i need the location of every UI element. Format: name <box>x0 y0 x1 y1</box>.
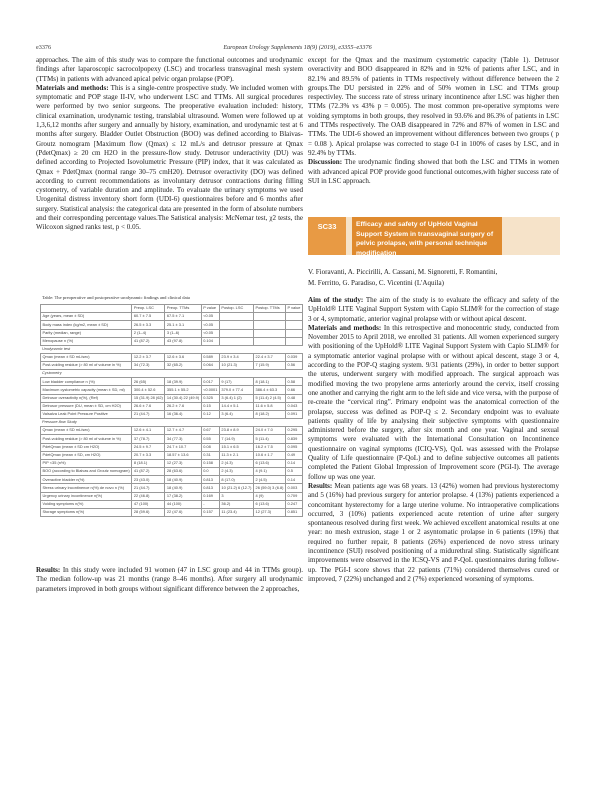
table-cell: 26.2 ± 7.6 <box>165 402 201 410</box>
table-cell: - <box>201 500 219 508</box>
table-cell: 0.839 <box>286 435 303 443</box>
table-row <box>41 492 303 500</box>
table-cell: 0.295 <box>286 427 303 435</box>
aim-label: Aim of the study: <box>308 296 364 304</box>
table-cell: 12 (27.3) <box>254 509 286 517</box>
table-cell: 0.589 <box>201 353 219 361</box>
table-cell <box>219 329 253 337</box>
table-header-row <box>41 305 303 313</box>
table-cell <box>286 329 303 337</box>
table-cell <box>286 313 303 321</box>
table-row <box>41 337 303 345</box>
table-cell: 0.31 <box>201 451 219 459</box>
table-cell: 14.4 ± 5.1 <box>219 402 253 410</box>
table-cell: 4 (9) <box>254 492 286 500</box>
table-cell: 0.12 <box>201 411 219 419</box>
table-cell <box>254 321 286 329</box>
table-cell <box>254 337 286 345</box>
results2-text: Mean patients age was 68 years. 13 (42%) women had previous hysterectomy and 5 (16%) had previous surgery for anterior prolapse. 4 (13%) patients experienced a concomitant hysterectomy for a large uterine volume. No intraoperative complications occurred, 3 (10%) patients experienced acute retention of urine after surgery spontaneous resolved during first week. We achieved excellent anatomical results at one year: no mesh extrusion, stage 1 or 2 asyntomatic prolapse in 6 patients (19%) that required no further repair, 8 patients (26%) experienced de novo stress urinary incontinence (SUI) resolved positioning of a midurethral sling. Statistically significant improvements were observed in the ICSQ-VS and P-QoL questionnaires during follow-up. The PGI-I score shows that 22 patients (71%) considered themselves cured or improved, 7 (22%) unchanged and 2 (7%) experienced worsening of symptoms. <box>308 481 559 583</box>
table-cell: 0.064 <box>201 362 219 370</box>
table-row <box>41 468 303 476</box>
table-header-cell: P value <box>286 305 303 313</box>
table-cell: 0.5 <box>286 468 303 476</box>
table-cell: 36.2) <box>219 500 253 508</box>
table-row <box>41 411 303 419</box>
table-cell: 47 (100) <box>132 500 165 508</box>
methods-text: This is a single-centre prospective study. We included women with symptomatic and POP stage II-IV, who underwent LSC and TTMs. All surgical procedures were performed by two senior surgeons. The preoperative evaluation included: history, clinical examination, urodynamic testing, translabial ultrasound. Women were followed up at 1,3,6,12 months after surgery and annually by history, examination, and urodynamic test at 6 months after surgery. Bladder Outlet Obstruction (BOO) was defined according to Blaivas-Groutz nomogram [Maximum flow (Qmax) ≤ 12 mL/s and detrusor pressure at Qmax (PdetQmax) ≥ 20 cm H2O in the pressure-flow study. Detrusor underactivity (DU) was defined according to Projected Isovolumetric Pressure (PIP) index, that it was calculated as Qmax + PdetQmax (normal range 30–75 cmH20). Detrusor overactivity (DO) was defined according to current recommendations as involuntary detrusor contractions during filling cystometry, of variable duration and amplitude. To evaluate the urinary symptoms we used Urogenital distress inventory short form (UDI-6) questionnaires before and 6 months after surgery. Statistical analysis: the categorical data are presented in the form of absolute numbers and their corresponding percentage values.The Satistical analysis: McNemar test, χ2 tests, the Wilcoxon signed ranks test, p < 0.05. <box>36 83 303 232</box>
table-cell: 0.813 <box>201 484 219 492</box>
table-cell: 15.1 ± 6.5 <box>219 443 253 451</box>
table-cell: 386.4 ± 63.3 <box>254 386 286 394</box>
table-cell <box>254 329 286 337</box>
aim-paragraph <box>308 296 559 324</box>
table-cell: Menopause n (%) <box>41 337 132 345</box>
table-cell: Qmax (mean ± SD mL/sec) <box>41 353 132 361</box>
table-cell: 0.58 <box>286 378 303 386</box>
table-cell: 12.2 ± 3.7 <box>132 353 165 361</box>
table-section-row <box>41 370 303 378</box>
table-cell: Detrusor pressure (DU, mean ± SD, cm H2O) <box>41 402 132 410</box>
table-cell: Post-voiding residue (> 80 ml of volume in %) <box>41 435 132 443</box>
table-cell: 21 (44.7) <box>132 411 165 419</box>
results-text: In this study were included 91 women (47 in LSC group and 44 in TTMs group). The median follow-up was 21 months (range 8–46 months). After surgery all urodynamic parameters improved in both groups without significant difference between the 2 approaches, <box>36 566 303 593</box>
table-cell <box>286 337 303 345</box>
table-cell: PdetQmax (mean ± SD, cm H2O) <box>41 451 132 459</box>
table-cell: 67.5 ± 7.1 <box>165 313 201 321</box>
table-cell: 10 (21.3) <box>219 362 253 370</box>
table-cell <box>254 313 286 321</box>
table-cell: 0.67 <box>201 427 219 435</box>
table-cell: 37 (78.7) <box>132 435 165 443</box>
table-cell: PdetQmax (mean ± SD cm H2O) <box>41 443 132 451</box>
table-section-row <box>41 345 303 353</box>
table-cell: 17 (38.2) <box>165 492 201 500</box>
table-cell: 43 (97.8) <box>165 337 201 345</box>
table-cell: 24.0 ± 7.0 <box>254 427 286 435</box>
table-row <box>41 435 303 443</box>
table-cell: 41 (87.2) <box>132 337 165 345</box>
table-cell: 3 <box>219 492 253 500</box>
table-cell: 18 (40.9) <box>165 484 201 492</box>
table-section-label: Cystometry <box>42 370 62 376</box>
urodynamic-table <box>40 304 303 517</box>
table-cell: 0.247 <box>286 500 303 508</box>
table-cell: 60.7 ± 7.5 <box>132 313 165 321</box>
table-cell: 3 (1–6) <box>165 329 201 337</box>
table-cell: 44 (100) <box>165 500 201 508</box>
table-header-cell: Preop. LSC <box>132 305 165 313</box>
table-cell: 11.3 ± 2.1 <box>219 451 253 459</box>
table-cell: Maximum cystometric capacity (mean ± SD, ml) <box>41 386 132 394</box>
table-cell: 22.4 ± 3.7 <box>254 353 286 361</box>
table-cell: 0.043 <box>286 402 303 410</box>
methods2-text: In this retrospective and monocentric study, conducted from November 2015 to April 2018, we enrolled 31 patients. All women experienced surgery with positioning of the UpHold® LITE Vaginal Support System with Capio SLIM® for a symptomatic anterior vaginal prolapse with or without apical descent, stage 3 or 4, according to the POP-Q staging system. 9/31 patients (29%), in order to better support the uterus, underwent surgery with modified approach. The surgical approach was modified moving the two propylene arms anteriorly around the cervix, itself crossing one another and carrying the right arm to the left side and vice versa, with the purpose of re-create the “cervical ring”. Primary endpoint was the anatomical correction of the prolapse, success was defined as POP-Q ≤ 2. Secondary endpoint was to evaluate patients quality of life by analysing their subjective symptoms with questionnaire administered before the surgery, after six month and one year. Vaginal and sexual symptoms were evaluated with the International Consultation on Incontinence questionnaire on vaginal symptoms (ICIQ-VS), QoL was assessed with the Prolapse Quality of Life questionnaire (P-QoL) and to define subjective outcomes all patients completed the Patient Global Impression of Improvement score (PGI-I). The average follow up was one year. <box>308 323 559 481</box>
table-cell: 12 (27.3) <box>165 459 201 467</box>
methods2-paragraph <box>308 324 559 482</box>
table-cell: 300.4 ± 52.6 <box>132 386 165 394</box>
table-cell: 6 (13.6) <box>254 500 286 508</box>
table-header-cell: Postop. LSC <box>219 305 253 313</box>
abstract-title: Efficacy and safety of UpHold Vaginal Support System in transvaginal surgery of pelvic prolapse, with personal technique modification <box>352 217 502 255</box>
author-list <box>308 267 559 289</box>
table-cell: 10 (21.2) 6 (12.7) <box>219 484 253 492</box>
table-cell: Overactive bladder n(%) <box>41 476 132 484</box>
table-cell: 0.15 <box>201 402 219 410</box>
table-cell: 21 (44.7) <box>132 484 165 492</box>
table-cell: 34 (72.3) <box>132 362 165 370</box>
table-cell: 0.095 <box>286 443 303 451</box>
table-cell: 5 (11.4) <box>254 435 286 443</box>
table-cell: 5 (11.4) 2 (4.5) <box>254 394 286 402</box>
table-cell: 0.169 <box>201 492 219 500</box>
table-row <box>41 500 303 508</box>
table-cell: <0.05 <box>201 321 219 329</box>
table-cell <box>219 337 253 345</box>
table-cell: Detrusor overactivity n(%), (Ref) <box>41 394 132 402</box>
results-label: Results: <box>36 566 61 574</box>
left-column <box>36 56 303 233</box>
table-cell: 0.709 <box>286 492 303 500</box>
table-cell: 18 (40.9) <box>165 476 201 484</box>
table-cell: 4 (9.1) <box>254 468 286 476</box>
table-cell: Post-voiding residue (> 80 ml of volume in %) <box>41 362 132 370</box>
table-cell: 0.55 <box>201 435 219 443</box>
discussion-text: The urodynamic finding showed that both the LSC and TTMs in women with advanced apical POP provide good functional outcomes,with higher success rate of SUI in LSC approach. <box>308 158 559 185</box>
table-cell: 355.1 ± 55.2 <box>165 386 201 394</box>
table-cell: 379.0 ± 77.4 <box>219 386 253 394</box>
table-cell: 24.7 ± 10.7 <box>165 443 201 451</box>
table-cell: 10.6 ± 1.7 <box>254 451 286 459</box>
table-cell: 0.14 <box>286 476 303 484</box>
table-row <box>41 378 303 386</box>
table-cell: 0.091 <box>286 411 303 419</box>
methods-paragraph <box>36 84 303 233</box>
table-row <box>41 476 303 484</box>
table-cell: Valsalva Leak Point Pressure Positive <box>41 411 132 419</box>
table-cell: 6 (13.6) <box>254 459 286 467</box>
table-cell: Urgency urinary incontinence n(%) <box>41 492 132 500</box>
page-number: e3376 <box>36 44 52 51</box>
table-cell: 26 (59.0) 3 (6.8) <box>254 484 286 492</box>
table-cell: 0.66 <box>286 386 303 394</box>
results2-paragraph <box>308 482 559 584</box>
table-cell: 0.0 <box>201 468 219 476</box>
table-cell: 0.017 <box>201 378 219 386</box>
table-cell: Low bladder compliance n (%) <box>41 378 132 386</box>
table-cell: 2 (4.5) <box>254 476 286 484</box>
table-cell: 18.57 ± 13.6 <box>165 451 201 459</box>
table-cell: 32 (65.2) <box>165 362 201 370</box>
table-row <box>41 459 303 467</box>
table-row <box>41 353 303 361</box>
table-row <box>41 362 303 370</box>
table-cell: <0.05 <box>201 329 219 337</box>
table-cell: 0.08 <box>201 443 219 451</box>
table-section-row <box>41 419 303 427</box>
table-cell <box>219 321 253 329</box>
table-cell: 25.1 ± 3.1 <box>165 321 201 329</box>
table-cell: 0.157 <box>201 509 219 517</box>
table-cell: 16.2 ± 7.5 <box>254 443 286 451</box>
table-cell: 28 (59.6) <box>132 509 165 517</box>
table-row <box>41 427 303 435</box>
table-cell: 11.6 ± 5.8 <box>254 402 286 410</box>
table-cell: 22 (47.6) <box>165 509 201 517</box>
table-row <box>41 394 303 402</box>
table-cell: 41 (87.2) <box>132 468 165 476</box>
table-cell: Voiding symptoms n(%) <box>41 500 132 508</box>
table-cell: 0.14 <box>286 459 303 467</box>
results2-label: Results: <box>308 481 333 490</box>
table-figure <box>36 295 303 517</box>
table-cell: 12.6 ± 3.6 <box>165 353 201 361</box>
table-cell: BOO (according to Blaivas and Groutz nomogram) <box>41 468 132 476</box>
table-cell: 23.9 ± 3.4 <box>219 353 253 361</box>
intro-paragraph: approaches. The aim of this study was to compare the functional outcomes and urodynamic findings after laparoscopic sacrocolpopexy (LSC) and trocarless transvaginal mesh system (TTMs) in patients with advanced apical pelvic organ prolapse (POP). <box>36 56 303 83</box>
table-cell: Qmax (mean ± SD mL/sec) <box>41 427 132 435</box>
table-cell: 8 (18.1) <box>132 459 165 467</box>
table-cell: 16 (36.4) <box>165 411 201 419</box>
table-cell: 2 (4.3) <box>219 459 253 467</box>
table-cell: 2 (4.3) <box>219 468 253 476</box>
table-cell: Stress urinary incontinence n(%) de novo n (%) <box>41 484 132 492</box>
table-cell: 26 (65) <box>132 378 165 386</box>
table-cell <box>286 321 303 329</box>
table-cell: 23.8 ± 8.9 <box>219 427 253 435</box>
table-header-cell <box>41 305 132 313</box>
table-body <box>41 313 303 517</box>
table-cell: 26.6 ± 7.6 <box>132 402 165 410</box>
table-cell: 3 (6.4) 1 (2) <box>219 394 253 402</box>
discussion-paragraph <box>308 158 559 186</box>
table-cell: 7 (15.9) <box>254 362 286 370</box>
table-cell: Age (years, mean ± SD) <box>41 313 132 321</box>
authors-line-1: V. Fioravanti, A. Piccirilli, A. Cassani, M. Signoretti, F. Romantini, <box>308 268 498 276</box>
abstract-heading-banner <box>308 217 560 255</box>
table-cell: <0.0001 <box>201 386 219 394</box>
table-cell: 0.003 <box>286 484 303 492</box>
table-row <box>41 321 303 329</box>
journal-header: European Urology Supplements 18(9) (2019), e3355–e3376 <box>223 44 372 51</box>
table-header-cell: Preop. TTMs <box>165 305 201 313</box>
table-row <box>41 386 303 394</box>
table-section-label: Pressure-flow Study <box>42 419 77 425</box>
table-cell: 0.325 <box>201 394 219 402</box>
table-cell: 0.851 <box>286 509 303 517</box>
table-cell: 0.49 <box>286 451 303 459</box>
table-row <box>41 402 303 410</box>
table-caption: Table: The preoperative and postoperative urodynamic findings and clinical data <box>42 295 190 300</box>
right-column-body <box>308 296 559 584</box>
table-cell: PIP <35 (n%) <box>41 459 132 467</box>
aim-text: The aim of the study is to evaluate the efficacy and safety of the UpHold® LITE Vaginal Support System with Capio SLIM® for the correction of stage 3 or 4, symptomatic, anterior vaginal prolapse with or without apical descent. <box>308 296 559 323</box>
methods2-label: Materials and methods: <box>308 323 382 332</box>
table-cell: 2 (1–4) <box>132 329 165 337</box>
table-cell: 0.813 <box>201 476 219 484</box>
table-cell: 8 (17.0) <box>219 476 253 484</box>
table-row <box>41 313 303 321</box>
table-cell: 7 (14.9) <box>219 435 253 443</box>
table-section-label: Urodynamic test <box>42 346 71 352</box>
authors-line-2: M. Ferritto, G. Paradiso, C. Vicentini (L'Aquila) <box>308 279 444 287</box>
table-cell: 12.7 ± 4.7 <box>165 427 201 435</box>
results-paragraph <box>36 566 303 594</box>
table-cell: 0.158 <box>201 459 219 467</box>
table-row <box>41 509 303 517</box>
table-cell: 22 (46.8) <box>132 492 165 500</box>
table-cell: 3 (6.4) <box>219 411 253 419</box>
table-row <box>41 484 303 492</box>
table-cell: 14 (30.4) 22 (49.9) <box>165 394 201 402</box>
discussion-label: Discussion: <box>308 158 343 167</box>
table-cell: Storage symptoms n(%) <box>41 509 132 517</box>
results-continued: except for the Qmax and the maximum cystometric capacity (Table 1). Detrusor overactivity and BOO disappeared in 82% and in 92% of patients after LSC, and in 82.1% and 89.5% of patients in TTMs respectively without difference between the 2 groups.The DU persisted in 22% and of 50% women in LSC and TTMs group respectivley. The success rate of stress urinary incontinence after LSC was higher then TTMs (72.3% vs 43% p = 0.005). The most common pre-operative symptoms were voiding symptoms in both groups, they resolved in 93.6% and 86.3% of patients in LSC and TTMs respectively. The OAB disappeared in 72% and 87% of women in LSC and TTMs. The UDI-6 showed an improvement without differences between two groups ( p = 0.08 ). Apical prolapse was corrected to stage 0-I in 100% of cases by LSC, and in 92.4% by TTMs. <box>308 56 559 157</box>
table-header-cell: P value <box>201 305 219 313</box>
table-cell: 15 (31.9) 28 (62) <box>132 394 165 402</box>
table-header-cell: Postop. TTMs <box>254 305 286 313</box>
table-cell: 9 (17) <box>219 378 253 386</box>
table-row <box>41 329 303 337</box>
table-row <box>41 443 303 451</box>
table-cell: 0.56 <box>286 362 303 370</box>
table-cell: 18 (39.9) <box>165 378 201 386</box>
table-cell: 8 (18.2) <box>254 411 286 419</box>
table-cell: 24.5 ± 9.7 <box>132 443 165 451</box>
table-cell: 20.7 ± 3.3 <box>132 451 165 459</box>
table-cell: 26.5 ± 3.3 <box>132 321 165 329</box>
table-cell: 23 (43.0) <box>132 476 165 484</box>
methods-label: Materials and methods: <box>36 83 109 92</box>
table-row <box>41 451 303 459</box>
table-cell: 8 (18.1) <box>254 378 286 386</box>
table-cell: 0.104 <box>201 337 219 345</box>
table-cell: 28 (63.6) <box>165 468 201 476</box>
table-cell: 0.039 <box>286 353 303 361</box>
table-cell: 0.48 <box>286 394 303 402</box>
table-cell: Parity (median, range) <box>41 329 132 337</box>
table-cell: Body mass index (kg/m2, mean ± SD) <box>41 321 132 329</box>
table-cell: <0.05 <box>201 313 219 321</box>
table-cell: 34 (77.3) <box>165 435 201 443</box>
abstract-id: SC33 <box>308 217 346 255</box>
table-cell: 12.6 ± 4.1 <box>132 427 165 435</box>
table-cell <box>219 313 253 321</box>
right-column-top <box>308 56 559 186</box>
table-cell: 11 (23.4) <box>219 509 253 517</box>
